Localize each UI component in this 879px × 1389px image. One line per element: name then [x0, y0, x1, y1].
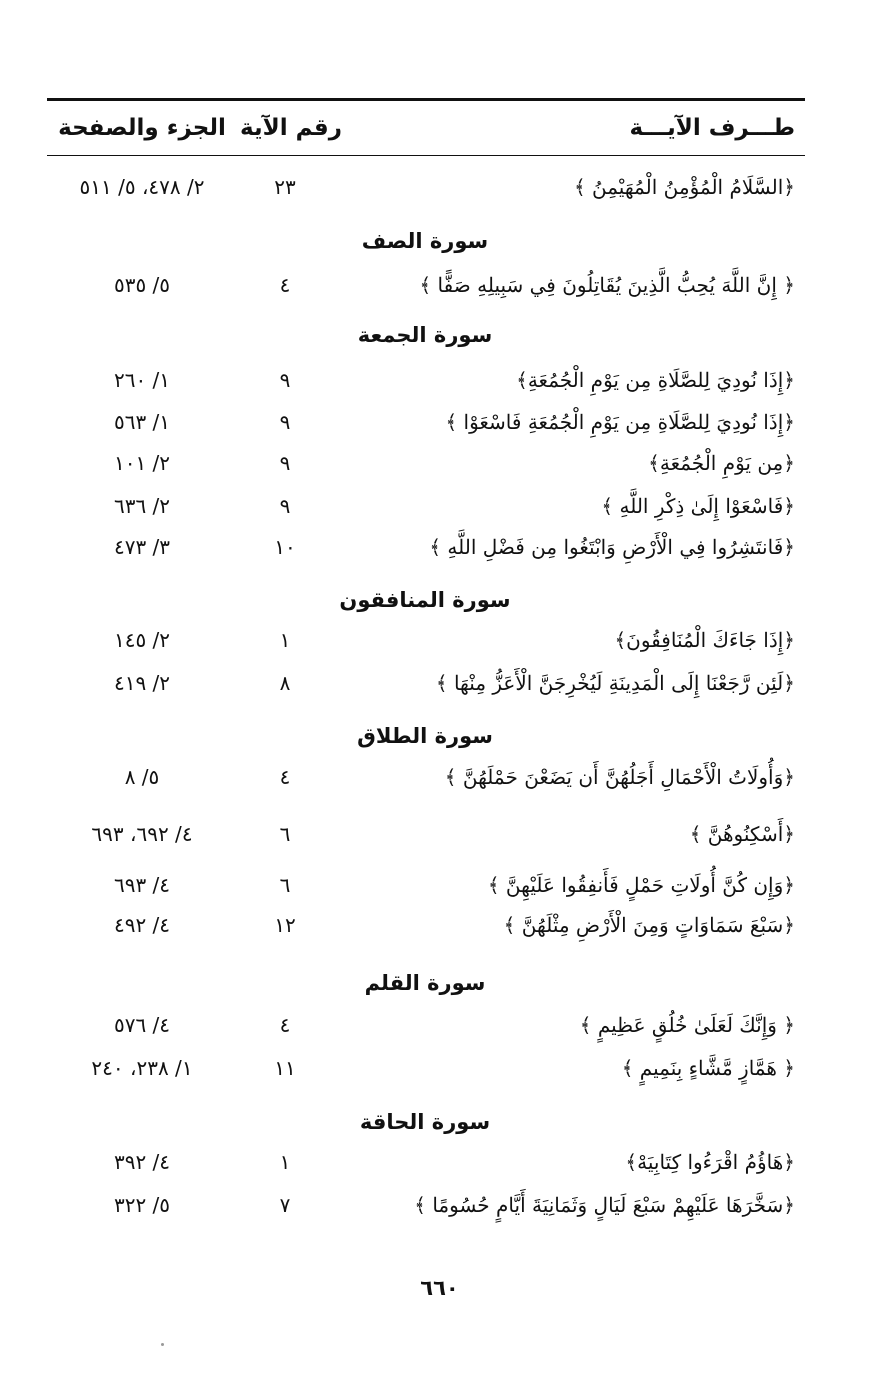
table-row — [0, 360, 879, 400]
ayah-number: ٨ — [279, 671, 291, 695]
table-row — [0, 1142, 879, 1182]
ayah-number: ١١ — [274, 1056, 296, 1080]
page-number: ٦٦٠ — [420, 1276, 459, 1300]
header-verse: طـــرف الآيـــة — [629, 115, 795, 141]
volume-page-ref: ١/ ٢٣٨، ٢٤٠ — [91, 1056, 193, 1080]
verse-fragment: ﴿السَّلَامُ الْمُؤْمِنُ الْمُهَيْمِنُ ﴾ — [573, 175, 795, 199]
table-row — [0, 663, 879, 703]
table-row — [0, 757, 879, 797]
volume-page-ref: ٢/ ١٤٥ — [113, 628, 171, 652]
surah-heading: سورة المنافقون — [339, 588, 511, 612]
verse-fragment: ﴿وَإِن كُنَّ أُولَاتِ حَمْلٍ فَأَنفِقُوا عَلَيْهِنَّ ﴾ — [487, 873, 795, 897]
verse-fragment: ﴿إِذَا نُودِيَ لِلصَّلَاةِ مِن يَوْمِ الْجُمُعَةِ﴾ — [516, 368, 795, 392]
volume-page-ref: ٤/ ٤٩٢ — [113, 913, 171, 937]
ayah-number: ١ — [279, 628, 291, 652]
ayah-number: ٤ — [279, 765, 291, 789]
verse-fragment: ﴿لَئِن رَّجَعْنَا إِلَى الْمَدِينَةِ لَيُخْرِجَنَّ الْأَعَزُّ مِنْهَا ﴾ — [435, 671, 795, 695]
verse-fragment: ﴿ وَإِنَّكَ لَعَلَىٰ خُلُقٍ عَظِيمٍ ﴾ — [579, 1013, 795, 1037]
ayah-number: ٩ — [279, 410, 291, 434]
volume-page-ref: ٤/ ٦٩٣ — [113, 873, 171, 897]
table-row — [0, 1048, 879, 1088]
surah-heading: سورة الجمعة — [357, 323, 493, 347]
table-row — [0, 620, 879, 660]
table-row — [0, 1005, 879, 1045]
surah-heading: سورة الحاقة — [359, 1110, 491, 1134]
ayah-number: ٤ — [279, 1013, 291, 1037]
table-row — [0, 402, 879, 442]
header-ayah-number: رقم الآية — [240, 115, 342, 141]
ayah-number: ١٢ — [274, 913, 296, 937]
table-row — [0, 865, 879, 905]
volume-page-ref: ٣/ ٤٧٣ — [113, 535, 171, 559]
table-row — [0, 486, 879, 526]
table-row — [0, 443, 879, 483]
verse-fragment: ﴿إِذَا جَاءَكَ الْمُنَافِقُونَ﴾ — [614, 628, 795, 652]
volume-page-ref: ٢/ ٦٣٦ — [113, 494, 171, 518]
verse-fragment: ﴿سَبْعَ سَمَاوَاتٍ وَمِنَ الْأَرْضِ مِثْلَهُنَّ ﴾ — [503, 913, 795, 937]
volume-page-ref: ١/ ٢٦٠ — [113, 368, 171, 392]
scan-speck — [161, 1343, 164, 1346]
verse-fragment: ﴿فَاسْعَوْا إِلَىٰ ذِكْرِ اللَّهِ ﴾ — [601, 494, 795, 518]
ayah-number: ٦ — [279, 822, 291, 846]
ayah-number: ٩ — [279, 368, 291, 392]
volume-page-ref: ٤/ ٣٩٢ — [113, 1150, 171, 1174]
verse-fragment: ﴿ هَمَّازٍ مَّشَّاءٍ بِنَمِيمٍ ﴾ — [621, 1056, 795, 1080]
ayah-number: ٤ — [279, 273, 291, 297]
top-rule — [47, 98, 805, 101]
ayah-number: ٦ — [279, 873, 291, 897]
ayah-number: ٧ — [279, 1193, 291, 1217]
ayah-number: ٩ — [279, 494, 291, 518]
verse-fragment: ﴿هَاؤُمُ اقْرَءُوا كِتَابِيَهْ﴾ — [625, 1150, 795, 1174]
verse-fragment: ﴿أَسْكِنُوهُنَّ ﴾ — [689, 822, 795, 846]
volume-page-ref: ١/ ٥٦٣ — [113, 410, 171, 434]
volume-page-ref: ٢/ ٤١٩ — [113, 671, 171, 695]
volume-page-ref: ٢/ ١٠١ — [113, 451, 171, 475]
verse-fragment: ﴿مِن يَوْمِ الْجُمُعَةِ﴾ — [648, 451, 795, 475]
volume-page-ref: ٤/ ٦٩٢، ٦٩٣ — [91, 822, 193, 846]
table-row — [0, 167, 879, 207]
volume-page-ref: ٥/ ٥٣٥ — [113, 273, 171, 297]
table-row — [0, 905, 879, 945]
ayah-number: ٩ — [279, 451, 291, 475]
verse-fragment: ﴿ إِنَّ اللَّهَ يُحِبُّ الَّذِينَ يُقَاتِلُونَ فِي سَبِيلِهِ صَفًّا ﴾ — [419, 273, 795, 297]
table-row — [0, 1185, 879, 1225]
volume-page-ref: ٤/ ٥٧٦ — [113, 1013, 171, 1037]
ayah-number: ١ — [279, 1150, 291, 1174]
header-volume-page: الجزء والصفحة — [58, 115, 226, 141]
header-rule — [47, 155, 805, 156]
verse-fragment: ﴿إِذَا نُودِيَ لِلصَّلَاةِ مِن يَوْمِ الْجُمُعَةِ فَاسْعَوْا ﴾ — [445, 410, 795, 434]
volume-page-ref: ٢/ ٤٧٨، ٥/ ٥١١ — [79, 175, 205, 199]
table-row — [0, 814, 879, 854]
volume-page-ref: ٥/ ٨ — [124, 765, 160, 789]
ayah-number: ١٠ — [274, 535, 296, 559]
table-row — [0, 265, 879, 305]
verse-fragment: ﴿فَانتَشِرُوا فِي الْأَرْضِ وَابْتَغُوا مِن فَضْلِ اللَّهِ ﴾ — [429, 535, 795, 559]
surah-heading: سورة الطلاق — [357, 724, 493, 748]
verse-fragment: ﴿سَخَّرَهَا عَلَيْهِمْ سَبْعَ لَيَالٍ وَثَمَانِيَةَ أَيَّامٍ حُسُومًا ﴾ — [414, 1193, 795, 1217]
verse-fragment: ﴿وَأُولَاتُ الْأَحْمَالِ أَجَلُهُنَّ أَن يَضَعْنَ حَمْلَهُنَّ ﴾ — [444, 765, 795, 789]
volume-page-ref: ٥/ ٣٢٢ — [113, 1193, 171, 1217]
surah-heading: سورة القلم — [364, 971, 486, 995]
table-row — [0, 527, 879, 567]
ayah-number: ٢٣ — [274, 175, 296, 199]
surah-heading: سورة الصف — [361, 229, 489, 253]
